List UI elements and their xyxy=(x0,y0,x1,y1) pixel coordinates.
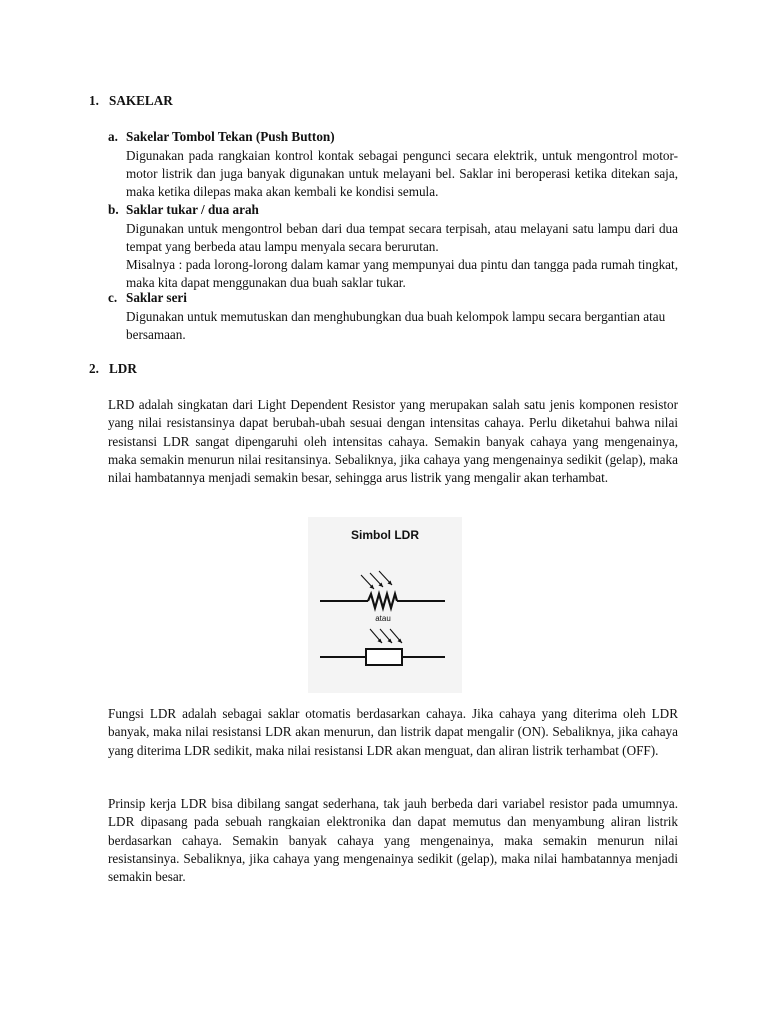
subsection-a-heading xyxy=(108,128,335,146)
figure-title: Simbol LDR xyxy=(351,528,419,542)
ldr-function-paragraph xyxy=(108,705,678,760)
paragraph: Digunakan untuk mengontrol beban dari dua tempat secara terpisah, atau melayani satu lampu dari dua tempat yang berbeda atau lampu menyala secara berurutan. xyxy=(126,220,678,254)
subsection-c-body xyxy=(126,308,678,345)
paragraph: Fungsi LDR adalah sebagai saklar otomatis berdasarkan cahaya. Jika cahaya yang diterima oleh LDR banyak, maka nilai resistansi LDR akan menurun, dan listrik dapat mengalir (ON). Sebaliknya, jika cahaya yang diterima LDR sedikit, maka nilai resistansi LDR akan menguat, dan aliran listrik terhambat (OFF). xyxy=(108,706,678,758)
subsection-b-letter: b. xyxy=(108,202,119,217)
subsection-b-body xyxy=(126,220,678,293)
paragraph: Prinsip kerja LDR bisa dibilang sangat sederhana, tak jauh berbeda dari variabel resistor pada umumnya. LDR dipasang pada sebuah rangkaian elektronika dan dapat memutus dan menyambung aliran listrik berdasarkan cahaya. Semakin banyak cahaya yang mengenainya, maka semakin menurun nilai resistansinya. Sebaliknya, jika cahaya yang mengenainya sedikit (gelap), maka nilai hambatannya menjadi semakin besar. xyxy=(108,796,678,885)
section-1-title: SAKELAR xyxy=(109,93,173,108)
section-2-number: 2. xyxy=(89,361,99,376)
ldr-symbol-figure xyxy=(308,517,462,693)
light-arrows-icon xyxy=(370,629,402,643)
subsection-c-title: Saklar seri xyxy=(126,290,187,305)
subsection-a-body xyxy=(126,147,678,202)
subsection-b-title: Saklar tukar / dua arah xyxy=(126,202,259,217)
figure-separator: atau xyxy=(375,614,391,623)
paragraph: Digunakan pada rangkaian kontrol kontak sebagai pengunci secara elektrik, untuk mengontrol motor-motor listrik dan juga banyak digunakan untuk melayani bel. Saklar ini beroperasi ketika ditekan saja, maka ketika dilepas maka akan kembali ke kondisi semula. xyxy=(126,147,678,200)
subsection-b-heading xyxy=(108,201,259,219)
ldr-principle-paragraph xyxy=(108,795,678,886)
section-1-number: 1. xyxy=(89,93,99,108)
section-1-heading xyxy=(89,92,173,110)
ldr-symbol-drawing xyxy=(308,517,462,693)
subsection-a-title: Sakelar Tombol Tekan (Push Button) xyxy=(126,129,335,144)
subsection-c-letter: c. xyxy=(108,290,118,305)
paragraph: LRD adalah singkatan dari Light Dependent Resistor yang merupakan salah satu jenis komponen resistor yang nilai resistansinya dapat berubah-ubah sesuai dengan intensitas cahaya. Perlu diketahui bahwa nilai resistansi LDR sangat dipengaruhi oleh intensitas cahaya. Semakin banyak cahaya yang mengenainya, maka semakin menurun nilai resitansinya. Sebaliknya, jika cahaya yang mengenainya sedikit (gelap), maka nilai hambatannya menjadi semakin besar, sehingga arus listrik yang mengalir akan terhambat. xyxy=(108,397,678,486)
paragraph: Misalnya : pada lorong-lorong dalam kamar yang mempunyai dua pintu dan tangga pada rumah tingkat, maka kita dapat menggunakan dua buah saklar tukar. xyxy=(126,257,678,291)
light-arrows-icon xyxy=(361,571,392,589)
subsection-a-letter: a. xyxy=(108,129,118,144)
section-2-heading xyxy=(89,360,137,378)
subsection-c-heading xyxy=(108,289,187,307)
ldr-zigzag-symbol xyxy=(320,571,445,608)
ldr-box-symbol xyxy=(320,629,445,665)
paragraph: Digunakan untuk memutuskan dan menghubungkan dua buah kelompok lampu secara bergantian atau bersamaan. xyxy=(126,308,666,342)
section-2-title: LDR xyxy=(109,361,137,376)
ldr-intro-paragraph xyxy=(108,396,678,487)
